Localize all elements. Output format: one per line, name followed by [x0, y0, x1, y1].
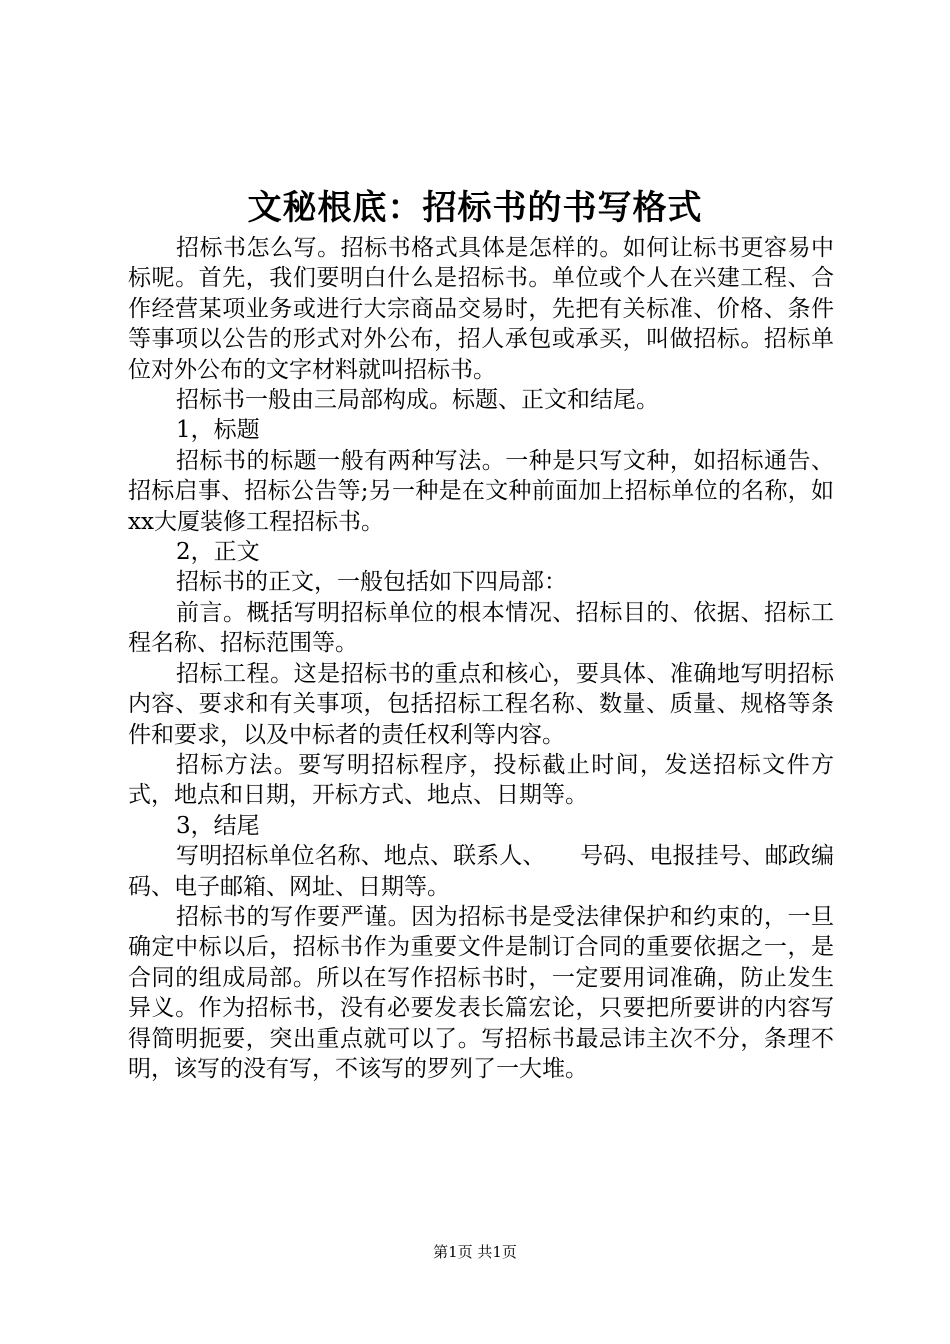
paragraph-method: 招标方法。要写明招标程序，投标截止时间，发送招标文件方式，地点和日期，开标方式、地点、日期等。 [128, 751, 834, 809]
section-heading-body: 2，正文 [176, 539, 260, 566]
page-footer: 第1页 共1页 [433, 1243, 517, 1261]
paragraph-title-methods: 招标书的标题一般有两种写法。一种是只写文种，如招标通告、招标启事、招标公告等;另一种是在文种前面加上招标单位的名称，如xx大厦装修工程招标书。 [128, 447, 834, 535]
document-body [128, 233, 834, 1084]
section-heading-title: 1，标题 [176, 417, 260, 444]
paragraph-structure: 招标书一般由三局部构成。标题、正文和结尾。 [176, 387, 659, 414]
document-title: 文秘根底：招标书的书写格式 [247, 188, 703, 228]
paragraph-ending-details: 写明招标单位名称、地点、联系人、 号码、电报挂号、邮政编码、电子邮箱、网址、日期等。 [128, 843, 834, 900]
section-heading-ending: 3，结尾 [176, 812, 260, 839]
paragraph-preface: 前言。概括写明招标单位的根本情况、招标目的、依据、招标工程名称、招标范围等。 [128, 599, 834, 657]
paragraph-body-parts: 招标书的正文，一般包括如下四局部： [176, 569, 567, 596]
paragraph-project: 招标工程。这是招标书的重点和核心，要具体、准确地写明招标内容、要求和有关事项，包括招标工程名称、数量、质量、规格等条件和要求，以及中标者的责任权利等内容。 [128, 660, 834, 748]
paragraph-intro: 招标书怎么写。招标书格式具体是怎样的。如何让标书更容易中标呢。首先，我们要明白什么是招标书。单位或个人在兴建工程、合作经营某项业务或进行大宗商品交易时，先把有关标准、价格、条件等事项以公告的形式对外公布，招人承包或承买，叫做招标。招标单位对外公布的文字材料就叫招标书。 [128, 235, 834, 383]
paragraph-writing-rigor: 招标书的写作要严谨。因为招标书是受法律保护和约束的，一旦确定中标以后，招标书作为重要文件是制订合同的重要依据之一，是合同的组成局部。所以在写作招标书时，一定要用词准确，防止发生异义。作为招标书，没有必要发表长篇宏论，只要把所要讲的内容写得简明扼要，突出重点就可以了。写招标书最忌讳主次不分，条理不明，该写的没有写，不该写的罗列了一大堆。 [128, 903, 834, 1082]
